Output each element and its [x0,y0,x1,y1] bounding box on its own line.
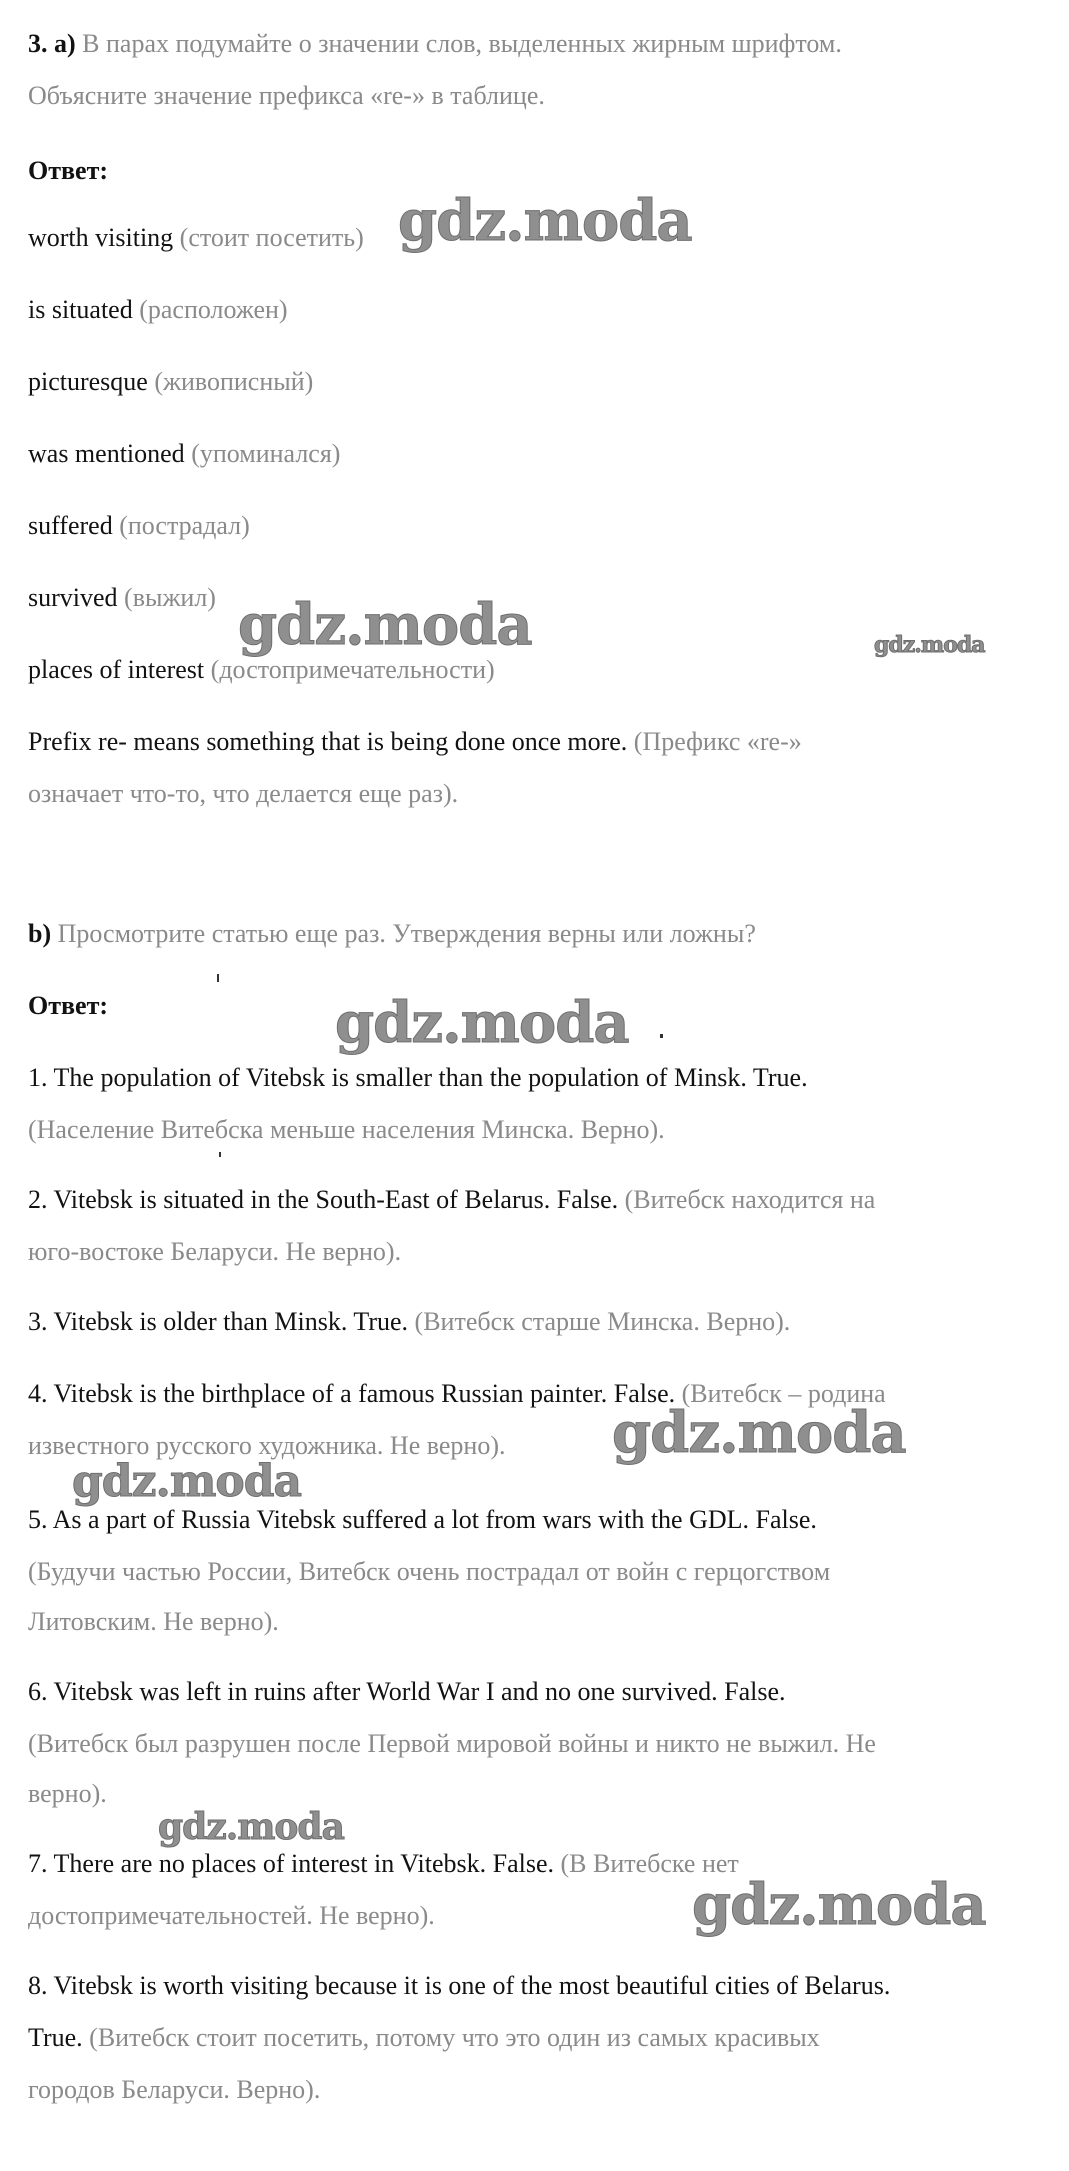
section-a-label: 3. а) [28,29,76,58]
section-a-heading [28,28,842,60]
section-a-answer-label: Ответ: [28,156,109,185]
prefix-ru-cont: означает что-то, что делается еще раз). [28,779,459,808]
word-pair [28,222,364,254]
statement-ru: (Витебск находится на [624,1185,876,1214]
statement-ru-cont: достопримечательностей. Не верно). [28,1901,435,1930]
statement [28,2022,820,2054]
watermark-logo: gdz.moda [335,990,629,1056]
watermark-logo: gdz.moda [612,1400,906,1466]
watermark-logo: gdz.moda [158,1806,344,1848]
statement-en: 5. As a part of Russia Vitebsk suffered a lot from wars with the GDL. False. [28,1505,817,1534]
statement [28,1306,790,1338]
statement-ru-cont: юго-востоке Беларуси. Не верно). [28,1237,402,1266]
statement-en: 1. The population of Vitebsk is smaller than the population of Minsk. True. [28,1063,808,1092]
word-ru: (расположен) [139,295,288,324]
statement-en: 4. Vitebsk is the birthplace of a famous Russian painter. False. [28,1379,676,1408]
statement-en-cont: True. [28,2023,83,2052]
statement-en: 8. Vitebsk is worth visiting because it is one of the most beautiful cities of Belarus. [28,1971,891,2000]
statement-ru: (Будучи частью России, Витебск очень пострадал от войн с герцогством [28,1557,831,1586]
word-pair [28,582,216,614]
prefix-explanation [28,726,802,758]
word-pair [28,438,340,470]
word-ru: (упоминался) [191,439,341,468]
watermark-logo: gdz.moda [72,1456,302,1507]
watermark-logo: gdz.moda [238,592,532,658]
statement-ru: (Витебск стоит посетить, потому что это один из самых красивых [89,2023,820,2052]
word-ru: (живописный) [154,367,314,396]
watermark-logo: gdz.moda [692,1872,986,1938]
statement-ru-cont: городов Беларуси. Верно). [28,2075,321,2104]
scan-speck [660,1034,663,1038]
statement-en: 6. Vitebsk was left in ruins after World War I and no one survived. False. [28,1677,786,1706]
word-ru: (стоит посетить) [179,223,364,252]
watermark-logo: gdz.moda [398,188,692,254]
prefix-en: Prefix re- means something that is being done once more. [28,727,628,756]
section-b-instruction: Просмотрите статью еще раз. Утверждения верны или ложны? [57,919,756,948]
statement-ru: (Витебск старше Минска. Верно). [414,1307,791,1336]
statement-ru-cont: верно). [28,1779,107,1808]
statement [28,1848,739,1880]
word-en: places of interest [28,655,205,684]
word-ru: (выжил) [124,583,216,612]
word-en: suffered [28,511,113,540]
statement [28,1184,875,1216]
section-b-heading [28,918,756,950]
statement-ru-cont: Литовским. Не верно). [28,1607,279,1636]
statement-en: 2. Vitebsk is situated in the South-East of Belarus. False. [28,1185,619,1214]
section-a-instruction: В парах подумайте о значении слов, выделенных жирным шрифтом. [82,29,842,58]
section-b-answer-label: Ответ: [28,991,109,1020]
word-pair [28,510,250,542]
word-en: is situated [28,295,133,324]
watermark-logo: gdz.moda [874,632,985,658]
word-en: was mentioned [28,439,185,468]
statement-en: 7. There are no places of interest in Vitebsk. False. [28,1849,554,1878]
statement-ru: (В Витебске нет [560,1849,739,1878]
word-en: worth visiting [28,223,174,252]
word-en: survived [28,583,118,612]
section-a-instruction-cont: Объясните значение префикса «re-» в таблице. [28,81,545,110]
section-b-label: b) [28,919,52,948]
statement-ru: (Витебск был разрушен после Первой мировой войны и никто не выжил. Не [28,1729,876,1758]
statement-en: 3. Vitebsk is older than Minsk. True. [28,1307,409,1336]
word-pair [28,366,313,398]
word-ru: (пострадал) [119,511,250,540]
word-en: picturesque [28,367,148,396]
statement-ru-cont: известного русского художника. Не верно). [28,1431,506,1460]
word-pair [28,654,495,686]
statement-ru: (Население Витебска меньше населения Минска. Верно). [28,1115,665,1144]
prefix-ru: (Префикс «re-» [633,727,802,756]
word-ru: (достопримечательности) [210,655,495,684]
word-pair [28,294,288,326]
statement-ru: (Витебск – родина [681,1379,886,1408]
scan-speck [217,974,219,982]
scan-speck [219,1152,221,1157]
